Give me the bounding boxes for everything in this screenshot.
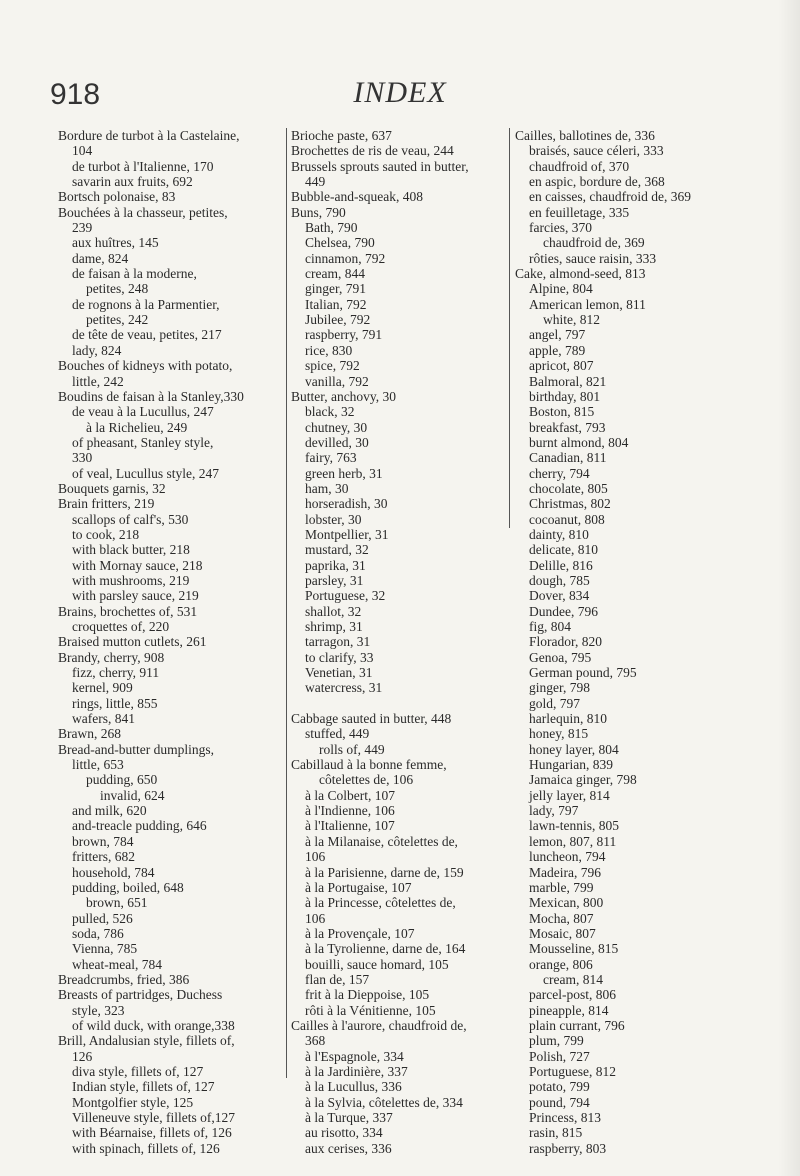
index-entry: Delille, 816	[529, 557, 593, 573]
index-entry: white, 812	[543, 312, 600, 328]
index-entry: devilled, 30	[305, 434, 369, 450]
index-entry: Italian, 792	[305, 296, 367, 312]
index-entry: marble, 799	[529, 879, 594, 895]
index-entry: spice, 792	[305, 358, 360, 374]
index-entry: 368	[305, 1033, 326, 1049]
index-entry: Portuguese, 32	[305, 588, 386, 604]
index-entry: shallot, 32	[305, 603, 362, 619]
index-entry: raspberry, 791	[305, 327, 383, 343]
index-entry: shrimp, 31	[305, 619, 363, 634]
index-entry: farcies, 370	[529, 220, 592, 236]
index-entry: Breasts of partridges, Duchess	[58, 987, 223, 1003]
index-entry: 106	[305, 910, 326, 926]
index-entry: petites, 248	[86, 281, 149, 297]
index-entry: lobster, 30	[305, 511, 362, 527]
index-entry: parcel-post, 806	[529, 987, 616, 1003]
index-entry: of pheasant, Stanley style,	[72, 434, 214, 450]
index-column-1	[58, 128, 278, 1156]
index-entry: Princess, 813	[529, 1110, 601, 1125]
index-entry: à l'Indienne, 106	[305, 803, 395, 819]
index-entry: vanilla, 792	[305, 373, 369, 389]
index-entry: aux cerises, 336	[305, 1140, 392, 1156]
index-entry: Cailles, ballotines de, 336	[515, 128, 655, 143]
index-entry: Breadcrumbs, fried, 386	[58, 971, 190, 987]
index-entry: chaudfroid de, 369	[543, 235, 645, 251]
index-entry: Braised mutton cutlets, 261	[58, 634, 207, 650]
index-entry: Bouchées à la chasseur, petites,	[58, 204, 228, 220]
index-entry: pudding, boiled, 648	[72, 879, 184, 895]
index-entry: à la Provençale, 107	[305, 925, 415, 941]
index-entry: paprika, 31	[305, 557, 366, 573]
index-entry: Brains, brochettes of, 531	[58, 603, 198, 619]
index-entry: de veau à la Lucullus, 247	[72, 404, 214, 420]
index-entry: Cabillaud à la bonne femme,	[291, 757, 447, 773]
index-entry: dough, 785	[529, 572, 590, 588]
index-entry: Mocha, 807	[529, 910, 594, 926]
index-entry: Butter, anchovy, 30	[291, 388, 397, 404]
index-entry: 126	[72, 1048, 93, 1064]
index-entry: 104	[72, 143, 93, 159]
index-entry: Dundee, 796	[529, 603, 598, 619]
index-entry: savarin aux fruits, 692	[72, 174, 193, 190]
index-entry: little, 653	[72, 757, 124, 773]
index-entry: Jubilee, 792	[305, 312, 371, 328]
page-number: 918	[50, 78, 101, 111]
index-entry: à la Jardinière, 337	[305, 1063, 408, 1079]
index-entry: parsley, 31	[305, 572, 364, 588]
index-entry: petites, 242	[86, 312, 149, 328]
index-entry: Brandy, cherry, 908	[58, 649, 165, 665]
index-entry: diva style, fillets of, 127	[72, 1063, 204, 1079]
index-entry: chaudfroid of, 370	[529, 158, 630, 174]
index-entry: chocolate, 805	[529, 480, 608, 496]
index-entry: green herb, 31	[305, 465, 383, 481]
index-entry: de rognons à la Parmentier,	[72, 296, 220, 312]
index-entry: Canadian, 811	[529, 450, 607, 466]
index-entry: Alpine, 804	[529, 281, 593, 297]
index-entry: cinnamon, 792	[305, 250, 386, 266]
running-head: INDEX	[353, 76, 447, 109]
index-entry: côtelettes de, 106	[319, 772, 414, 788]
index-entry: rice, 830	[305, 342, 353, 358]
index-entry: fritters, 682	[72, 849, 135, 865]
index-entry: Montgolfier style, 125	[72, 1094, 194, 1110]
index-entry: breakfast, 793	[529, 419, 606, 435]
index-entry: lady, 797	[529, 803, 579, 819]
index-entry: watercress, 31	[305, 680, 383, 696]
index-entry: à la Lucullus, 336	[305, 1079, 402, 1095]
index-entry: 449	[305, 174, 326, 190]
index-entry: luncheon, 794	[529, 849, 606, 865]
index-entry: rolls of, 449	[319, 741, 385, 757]
index-entry: Christmas, 802	[529, 496, 611, 512]
index-entry: honey, 815	[529, 726, 589, 742]
index-entry: black, 32	[305, 404, 355, 420]
index-entry: wafers, 841	[72, 711, 135, 727]
index-entry: pound, 794	[529, 1094, 590, 1110]
index-entry: Florador, 820	[529, 634, 602, 650]
index-entry: cream, 844	[305, 266, 365, 282]
index-entry: Dover, 834	[529, 588, 590, 604]
index-entry: lady, 824	[72, 342, 122, 358]
index-entry: tarragon, 31	[305, 634, 371, 650]
index-entry: Mousseline, 815	[529, 941, 619, 957]
index-entry: en feuilletage, 335	[529, 204, 630, 220]
index-entry: Polish, 727	[529, 1048, 590, 1064]
index-entry: de turbot à l'Italienne, 170	[72, 158, 214, 174]
index-entry: cream, 814	[543, 971, 603, 987]
index-entry: with spinach, fillets of, 126	[72, 1140, 220, 1156]
index-entry: bouilli, sauce homard, 105	[305, 956, 449, 972]
index-entry: Brussels sprouts sauted in butter,	[291, 158, 469, 174]
index-entry: à la Princesse, côtelettes de,	[305, 895, 456, 911]
index-entry: delicate, 810	[529, 542, 598, 558]
index-entry: à la Richelieu, 249	[86, 419, 188, 435]
index-entry: Bortsch polonaise, 83	[58, 189, 176, 205]
index-entry: American lemon, 811	[529, 296, 646, 312]
index-entry: soda, 786	[72, 925, 124, 941]
index-entry: lemon, 807, 811	[529, 833, 617, 849]
index-entry: with parsley sauce, 219	[72, 588, 199, 604]
index-entry: gold, 797	[529, 695, 581, 711]
index-entry: à la Parisienne, darne de, 159	[305, 864, 464, 880]
index-entry: ginger, 798	[529, 680, 590, 696]
index-entry: mustard, 32	[305, 542, 369, 558]
index-entry: ginger, 791	[305, 281, 366, 297]
index-entry: honey layer, 804	[529, 741, 619, 757]
index-entry: Chelsea, 790	[305, 235, 375, 251]
index-entry: brown, 784	[72, 833, 134, 849]
index-entry: dame, 824	[72, 250, 129, 266]
index-entry: horseradish, 30	[305, 496, 388, 512]
index-entry: scallops of calf's, 530	[72, 511, 189, 527]
index-entry: and-treacle pudding, 646	[72, 818, 207, 834]
index-entry: of veal, Lucullus style, 247	[72, 465, 219, 481]
index-entry: style, 323	[72, 1002, 125, 1018]
index-entry: 106	[305, 849, 326, 865]
index-entry: jelly layer, 814	[529, 787, 610, 803]
index-entry: Montpellier, 31	[305, 526, 389, 542]
index-entry: ham, 30	[305, 480, 349, 496]
index-entry: 330	[72, 450, 93, 466]
index-entry: Madeira, 796	[529, 864, 601, 880]
index-entry: invalid, 624	[100, 787, 165, 803]
index-gap	[291, 696, 503, 711]
index-entry: Cailles à l'aurore, chaudfroid de,	[291, 1017, 467, 1033]
index-entry: Boudins de faisan à la Stanley,330	[58, 388, 244, 404]
index-entry: à la Milanaise, côtelettes de,	[305, 833, 458, 849]
index-entry: raspberry, 803	[529, 1140, 607, 1156]
index-entry: Cabbage sauted in butter, 448	[291, 711, 452, 727]
index-entry: lawn-tennis, 805	[529, 818, 619, 834]
index-entry: Bubble-and-squeak, 408	[291, 189, 423, 205]
index-entry: frit à la Dieppoise, 105	[305, 987, 430, 1003]
index-entry: à la Sylvia, côtelettes de, 334	[305, 1094, 463, 1110]
index-entry: Balmoral, 821	[529, 373, 607, 389]
index-entry: de faisan à la moderne,	[72, 266, 197, 282]
index-column-3	[515, 128, 750, 1156]
index-entry: pineapple, 814	[529, 1002, 609, 1018]
index-entry: rasin, 815	[529, 1125, 583, 1141]
index-entry: birthday, 801	[529, 388, 601, 404]
index-entry: little, 242	[72, 373, 124, 389]
index-entry: Brioche paste, 637	[291, 128, 392, 143]
index-entry: to cook, 218	[72, 526, 140, 542]
index-entry: with Mornay sauce, 218	[72, 557, 203, 573]
index-entry: à la Colbert, 107	[305, 787, 395, 803]
index-entry: kernel, 909	[72, 680, 133, 696]
index-entry: Bouquets garnis, 32	[58, 480, 166, 496]
index-entry: potato, 799	[529, 1079, 590, 1095]
index-entry: flan de, 157	[305, 971, 370, 987]
index-entry: braisés, sauce céleri, 333	[529, 143, 664, 159]
index-entry: Indian style, fillets of, 127	[72, 1079, 215, 1095]
index-entry: stuffed, 449	[305, 726, 370, 742]
index-entry: à la Portugaise, 107	[305, 879, 412, 895]
index-entry: burnt almond, 804	[529, 434, 629, 450]
index-entry: Buns, 790	[291, 204, 346, 220]
index-entry: de tête de veau, petites, 217	[72, 327, 222, 343]
index-entry: au risotto, 334	[305, 1125, 383, 1141]
index-entry: harlequin, 810	[529, 711, 607, 727]
index-entry: orange, 806	[529, 956, 593, 972]
column-divider	[286, 128, 287, 1078]
index-entry: with mushrooms, 219	[72, 572, 190, 588]
index-entry: Jamaica ginger, 798	[529, 772, 637, 788]
index-entry: à l'Espagnole, 334	[305, 1048, 404, 1064]
index-entry: Bordure de turbot à la Castelaine,	[58, 128, 240, 143]
index-entry: à la Turque, 337	[305, 1110, 393, 1125]
index-entry: of wild duck, with orange,338	[72, 1017, 235, 1033]
index-entry: Bread-and-butter dumplings,	[58, 741, 214, 757]
index-entry: brown, 651	[86, 895, 148, 911]
index-entry: chutney, 30	[305, 419, 368, 435]
index-entry: Brill, Andalusian style, fillets of,	[58, 1033, 235, 1049]
index-entry: Hungarian, 839	[529, 757, 613, 773]
index-entry: cocoanut, 808	[529, 511, 605, 527]
index-entry: to clarify, 33	[305, 649, 374, 665]
index-entry: Brawn, 268	[58, 726, 121, 742]
page-edge-shadow	[778, 0, 800, 1176]
index-entry: with black butter, 218	[72, 542, 190, 558]
index-entry: Bouches of kidneys with potato,	[58, 358, 233, 374]
index-entry: dainty, 810	[529, 526, 589, 542]
index-entry: Venetian, 31	[305, 665, 373, 681]
index-entry: apple, 789	[529, 342, 586, 358]
index-entry: croquettes of, 220	[72, 619, 170, 634]
index-entry: aux huîtres, 145	[72, 235, 159, 251]
index-entry: household, 784	[72, 864, 155, 880]
index-entry: Brochettes de ris de veau, 244	[291, 143, 454, 159]
index-entry: cherry, 794	[529, 465, 590, 481]
index-entry: fizz, cherry, 911	[72, 665, 160, 681]
index-entry: angel, 797	[529, 327, 586, 343]
index-entry: pulled, 526	[72, 910, 133, 926]
index-entry: en aspic, bordure de, 368	[529, 174, 665, 190]
index-entry: Vienna, 785	[72, 941, 138, 957]
index-entry: apricot, 807	[529, 358, 594, 374]
index-entry: fig, 804	[529, 619, 571, 634]
index-entry: en caisses, chaudfroid de, 369	[529, 189, 691, 205]
index-entry: Villeneuve style, fillets of,127	[72, 1110, 236, 1125]
index-entry: Mexican, 800	[529, 895, 604, 911]
index-entry: Cake, almond-seed, 813	[515, 266, 646, 282]
index-entry: wheat-meal, 784	[72, 956, 162, 972]
index-entry: 239	[72, 220, 93, 236]
index-entry: plain currant, 796	[529, 1017, 625, 1033]
index-entry: and milk, 620	[72, 803, 147, 819]
index-entry: Portuguese, 812	[529, 1063, 616, 1079]
index-entry: rôti à la Vénitienne, 105	[305, 1002, 436, 1018]
index-entry: plum, 799	[529, 1033, 584, 1049]
index-entry: with Béarnaise, fillets of, 126	[72, 1125, 232, 1141]
index-entry: German pound, 795	[529, 665, 637, 681]
index-entry: rôties, sauce raisin, 333	[529, 250, 657, 266]
index-entry: Boston, 815	[529, 404, 595, 420]
index-entry: à l'Italienne, 107	[305, 818, 395, 834]
index-column-2	[291, 128, 503, 1156]
index-entry: pudding, 650	[86, 772, 158, 788]
index-entry: Genoa, 795	[529, 649, 592, 665]
index-entry: fairy, 763	[305, 450, 357, 466]
column-divider	[509, 128, 510, 528]
index-entry: à la Tyrolienne, darne de, 164	[305, 941, 466, 957]
index-entry: Mosaic, 807	[529, 925, 596, 941]
index-entry: rings, little, 855	[72, 695, 158, 711]
index-entry: Brain fritters, 219	[58, 496, 155, 512]
index-entry: Bath, 790	[305, 220, 358, 236]
